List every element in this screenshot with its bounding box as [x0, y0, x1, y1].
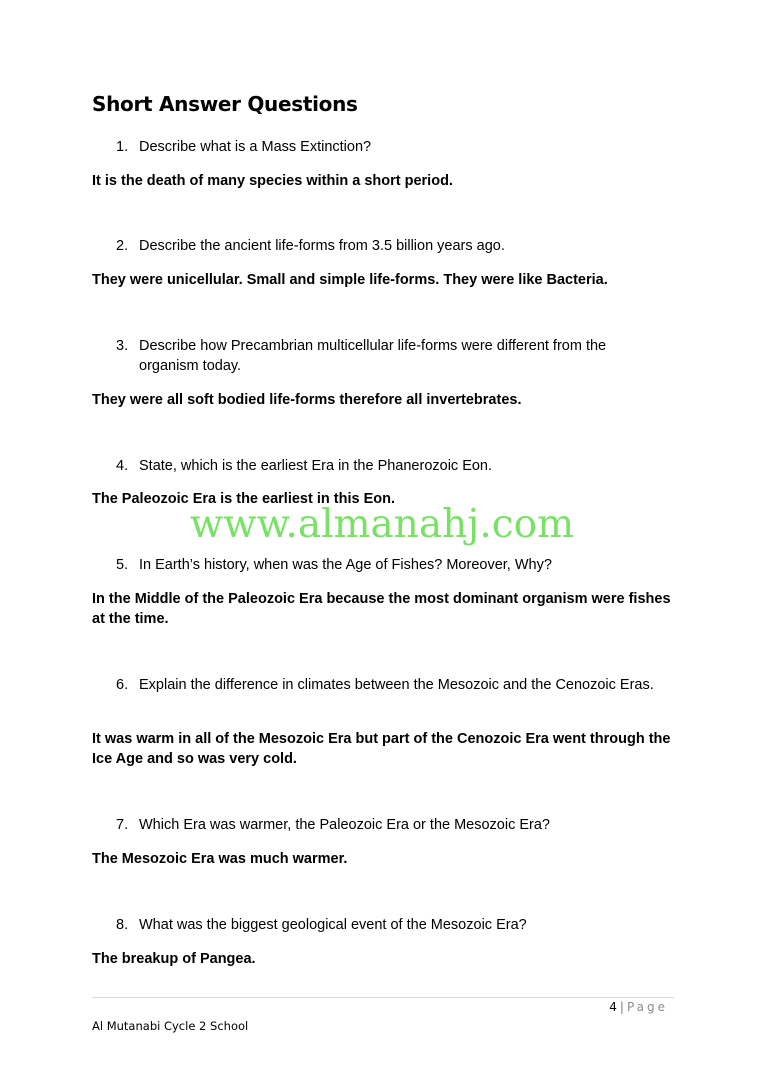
answer-7: The Mesozoic Era was much warmer. — [92, 851, 348, 867]
question-text: Which Era was warmer, the Paleozoic Era or the Mesozoic Era? — [139, 817, 550, 833]
answer-6: It was warm in all of the Mesozoic Era but part of the Cenozoic Era went through the Ice Age and so was very cold. — [92, 731, 671, 767]
question-number: 8. — [116, 917, 129, 933]
question-3 — [116, 336, 656, 376]
question-text: State, which is the earliest Era in the Phanerozoic Eon. — [139, 458, 493, 474]
question-number: 5. — [116, 557, 129, 573]
question-number: 3. — [116, 338, 129, 354]
question-text: What was the biggest geological event of the Mesozoic Era? — [139, 917, 527, 933]
question-number: 7. — [116, 817, 129, 833]
question-text: Describe the ancient life-forms from 3.5 billion years ago. — [139, 238, 505, 254]
question-7 — [116, 815, 656, 835]
answer-3: They were all soft bodied life-forms therefore all invertebrates. — [92, 392, 522, 408]
question-8 — [116, 915, 656, 935]
answer-5: In the Middle of the Paleozoic Era because the most dominant organism were fishes at the time. — [92, 591, 671, 627]
question-number: 1. — [116, 139, 129, 155]
question-number: 6. — [116, 677, 129, 693]
question-text: Describe what is a Mass Extinction? — [139, 139, 372, 155]
answer-4: The Paleozoic Era is the earliest in this Eon. — [92, 491, 395, 507]
question-text: Explain the difference in climates between the Mesozoic and the Cenozoic Eras. — [139, 677, 654, 693]
answer-8: The breakup of Pangea. — [92, 951, 256, 967]
page-title: Short Answer Questions — [92, 92, 358, 116]
question-5 — [116, 555, 656, 575]
school-name: Al Mutanabi Cycle 2 School — [92, 1019, 249, 1033]
footer-divider — [92, 997, 674, 998]
page-number — [609, 1000, 668, 1014]
page-number-value: 4 — [609, 1000, 617, 1014]
answer-2: They were unicellular. Small and simple life-forms. They were like Bacteria. — [92, 272, 608, 288]
question-1 — [116, 137, 656, 157]
page-label: Page — [626, 1000, 668, 1014]
question-text: In Earth’s history, when was the Age of Fishes? Moreover, Why? — [139, 557, 552, 573]
question-6 — [116, 675, 656, 695]
answer-1: It is the death of many species within a short period. — [92, 173, 453, 189]
question-number: 2. — [116, 238, 129, 254]
question-4 — [116, 456, 656, 476]
question-number: 4. — [116, 458, 129, 474]
question-text: Describe how Precambrian multicellular life-forms were different from the organism today. — [139, 338, 607, 374]
page-number-separator: | — [619, 1000, 624, 1014]
watermark: www.almanahj.com — [189, 502, 575, 547]
question-2 — [116, 236, 656, 256]
